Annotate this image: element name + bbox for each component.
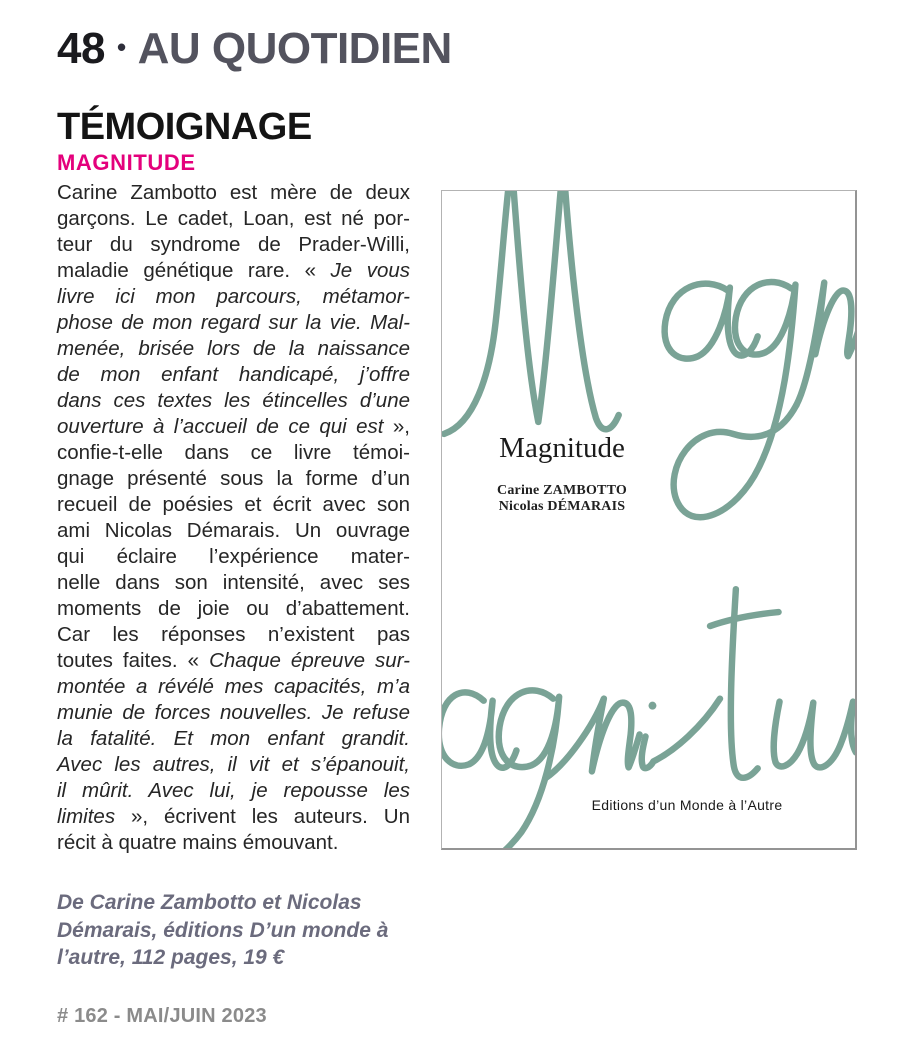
cover-authors: [442, 483, 682, 515]
cover-title: Magnitude: [499, 432, 625, 464]
issue-footer: # 162 - MAI/JUIN 2023: [57, 1005, 267, 1027]
page-header: [57, 24, 452, 74]
script-letter-u2: [774, 702, 855, 768]
cover-script-art: [442, 191, 855, 848]
script-letter-t2-bar: [710, 612, 779, 626]
body-line: maladie génétique rare. « Je vous: [57, 259, 410, 282]
body-line: Avec les autres, il vit et s’épanouit,: [57, 753, 410, 776]
body-line: récit à quatre mains émouvant.: [57, 831, 339, 854]
cover-author: Carine ZAMBOTTO: [497, 483, 627, 498]
body-line: la fatalité. Et mon enfant grandit.: [57, 727, 410, 750]
script-letter-g: [674, 282, 797, 517]
body-line: nelle dans son intensité, avec ses: [57, 571, 410, 594]
body-line: de mon enfant handicapé, j’offre: [57, 363, 410, 386]
cover-publisher: Editions d’un Monde à l’Autre: [591, 797, 783, 813]
body-line: ouverture à l’accueil de ce qui est »,: [57, 415, 410, 438]
body-line: livre ici mon parcours, métamor-: [57, 285, 410, 308]
body-line: limites », écrivent les auteurs. Un: [57, 805, 410, 828]
credit-line: l’autre, 112 pages, 19 €: [57, 946, 285, 969]
body-line: munie de forces nouvelles. Je refuse: [57, 701, 410, 724]
credit-line: Démarais, éditions D’un monde à: [57, 918, 389, 942]
body-line: garçons. Le cadet, Loan, est né por-: [57, 207, 410, 230]
section-name: AU QUOTIDIEN: [137, 24, 452, 73]
body-line: gnage présenté sous la forme d’un: [57, 467, 410, 490]
body-line: recueil de poésies et écrit avec son: [57, 493, 410, 516]
script-letter-n: [796, 283, 855, 405]
body-line: Carine Zambotto est mère de deux: [57, 181, 410, 204]
body-line: menée, brisée lors de la naissance: [57, 337, 410, 360]
body-line: confie-t-elle dans ce livre témoi-: [57, 441, 410, 464]
script-i-dot: [649, 702, 657, 710]
book-cover: [441, 190, 857, 850]
article-subtitle: MAGNITUDE: [57, 150, 196, 175]
body-line: il mûrit. Avec lui, je repousse les: [57, 779, 410, 802]
credit-line: De Carine Zambotto et Nicolas: [57, 891, 362, 914]
body-line: ami Nicolas Démarais. Un ouvrage: [57, 519, 410, 542]
article-title: TÉMOIGNAGE: [57, 106, 312, 148]
body-line: montée a révélé mes capacités, m’a: [57, 675, 410, 698]
body-line: moments de joie ou d’abattement.: [57, 597, 410, 620]
body-line: teur du syndrome de Prader-Willi,: [57, 233, 410, 256]
script-word-top: [444, 191, 855, 517]
page-number: 48: [57, 24, 105, 73]
body-line: dans ces textes les étincelles d’une: [57, 389, 410, 412]
cover-author: Nicolas DÉMARAIS: [498, 499, 626, 514]
article-body: [57, 180, 410, 856]
script-letter-M: [444, 191, 619, 434]
body-line: phose de mon regard sur la vie. Mal-: [57, 311, 410, 334]
article-credit: [57, 889, 388, 972]
body-line: Car les réponses n’existent pas: [57, 623, 410, 646]
body-line: qui éclaire l’expérience mater-: [57, 545, 410, 568]
bullet-separator-icon: •: [116, 32, 126, 62]
body-line: toutes faites. « Chaque épreuve sur-: [57, 649, 410, 672]
